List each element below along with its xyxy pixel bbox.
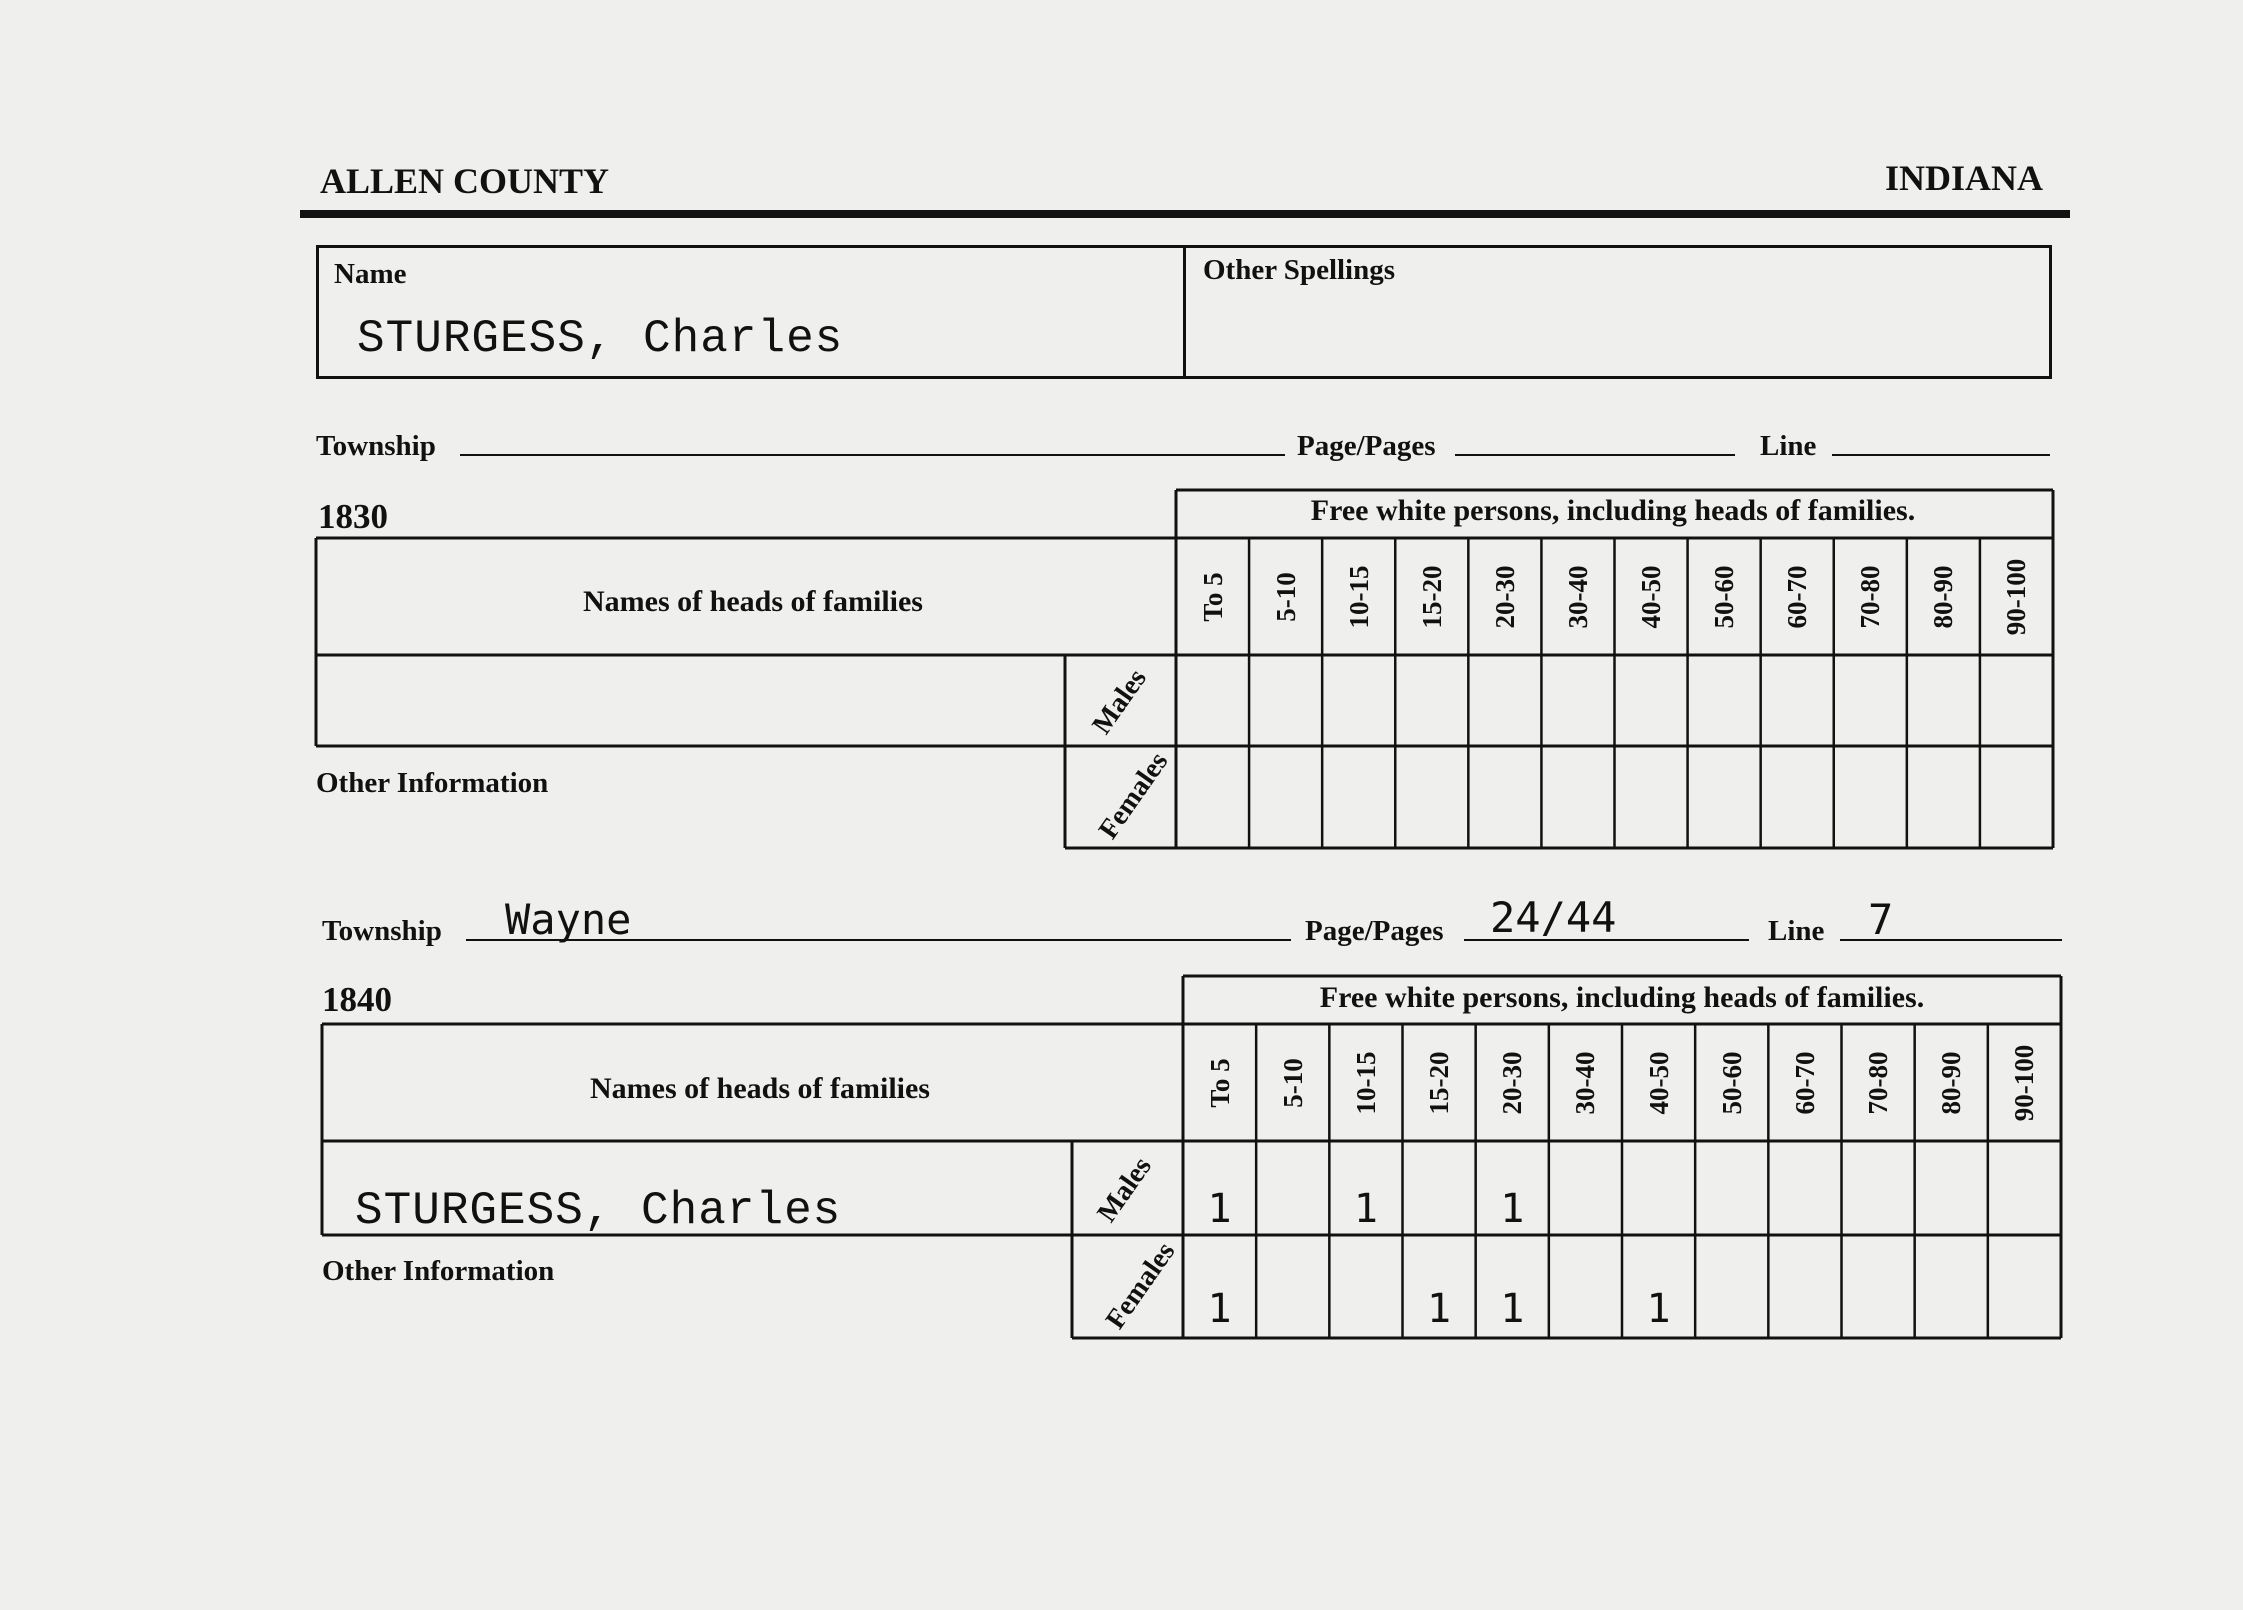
females-count-cell[interactable]: 1 (1500, 1286, 1525, 1332)
other-information-label-1830: Other Information (316, 767, 549, 799)
state-heading: INDIANA (1885, 158, 2044, 198)
females-label-1830: Females (1092, 746, 1175, 845)
other-spellings-label: Other Spellings (1203, 254, 1396, 286)
page-label-1840: Page/Pages (1305, 915, 1444, 947)
females-count-cell[interactable]: 1 (1207, 1286, 1232, 1332)
names-of-heads-label-1840: Names of heads of families (590, 1072, 930, 1105)
name-value[interactable]: STURGESS, Charles (357, 313, 844, 365)
age-column-header: To 5 (1204, 1057, 1235, 1108)
township-label-1840: Township (322, 915, 442, 947)
free-white-persons-banner-1830: Free white persons, including heads of families. (1310, 494, 1916, 527)
age-column-header: 5-10 (1270, 571, 1301, 622)
age-column-header: 20-30 (1497, 1051, 1528, 1114)
age-column-header: 15-20 (1416, 565, 1447, 628)
males-count-cell[interactable]: 1 (1353, 1186, 1378, 1232)
head-of-family-1840[interactable]: STURGESS, Charles (355, 1185, 842, 1237)
page-value-1840[interactable]: 24/44 (1490, 893, 1617, 942)
free-white-persons-banner-1840: Free white persons, including heads of families. (1319, 981, 1925, 1014)
age-column-header: 50-60 (1709, 565, 1740, 628)
age-column-header: 70-80 (1855, 565, 1886, 628)
county-heading: ALLEN COUNTY (320, 161, 610, 201)
age-column-header: 40-50 (1643, 1051, 1674, 1114)
township-label-1830: Township (316, 430, 436, 462)
age-column-header: 20-30 (1489, 565, 1520, 628)
name-label: Name (334, 258, 407, 290)
males-label-1830: Males (1086, 663, 1153, 740)
males-count-cell[interactable]: 1 (1500, 1186, 1525, 1232)
age-column-header: 90-100 (2001, 558, 2032, 635)
age-column-header: 60-70 (1782, 565, 1813, 628)
females-count-cell[interactable]: 1 (1646, 1286, 1671, 1332)
age-column-header: 40-50 (1636, 565, 1667, 628)
age-column-header: 15-20 (1424, 1051, 1455, 1114)
females-count-cell[interactable]: 1 (1427, 1286, 1452, 1332)
age-column-header: 5-10 (1277, 1057, 1308, 1108)
township-value-1840[interactable]: Wayne (505, 895, 632, 944)
males-label-1840: Males (1091, 1151, 1158, 1228)
males-count-cell[interactable]: 1 (1207, 1186, 1232, 1232)
age-column-header: 10-15 (1350, 1051, 1381, 1114)
age-column-header: 80-90 (1928, 565, 1959, 628)
page-label-1830: Page/Pages (1297, 430, 1436, 462)
year-1840: 1840 (322, 980, 392, 1019)
females-label-1840: Females (1099, 1236, 1182, 1335)
line-label-1830: Line (1760, 430, 1817, 462)
age-column-header: 90-100 (2009, 1044, 2040, 1121)
age-column-header: 60-70 (1789, 1051, 1820, 1114)
age-column-header: 80-90 (1936, 1051, 1967, 1114)
age-column-header: 70-80 (1863, 1051, 1894, 1114)
year-1830: 1830 (318, 497, 388, 536)
age-column-header: 10-15 (1343, 565, 1374, 628)
age-column-header: 50-60 (1716, 1051, 1747, 1114)
age-column-header: 30-40 (1570, 1051, 1601, 1114)
age-column-header: To 5 (1197, 571, 1228, 622)
names-of-heads-label-1830: Names of heads of families (583, 585, 923, 618)
line-label-1840: Line (1768, 915, 1825, 947)
line-value-1840[interactable]: 7 (1868, 895, 1894, 944)
other-information-label-1840: Other Information (322, 1255, 555, 1287)
age-column-header: 30-40 (1562, 565, 1593, 628)
